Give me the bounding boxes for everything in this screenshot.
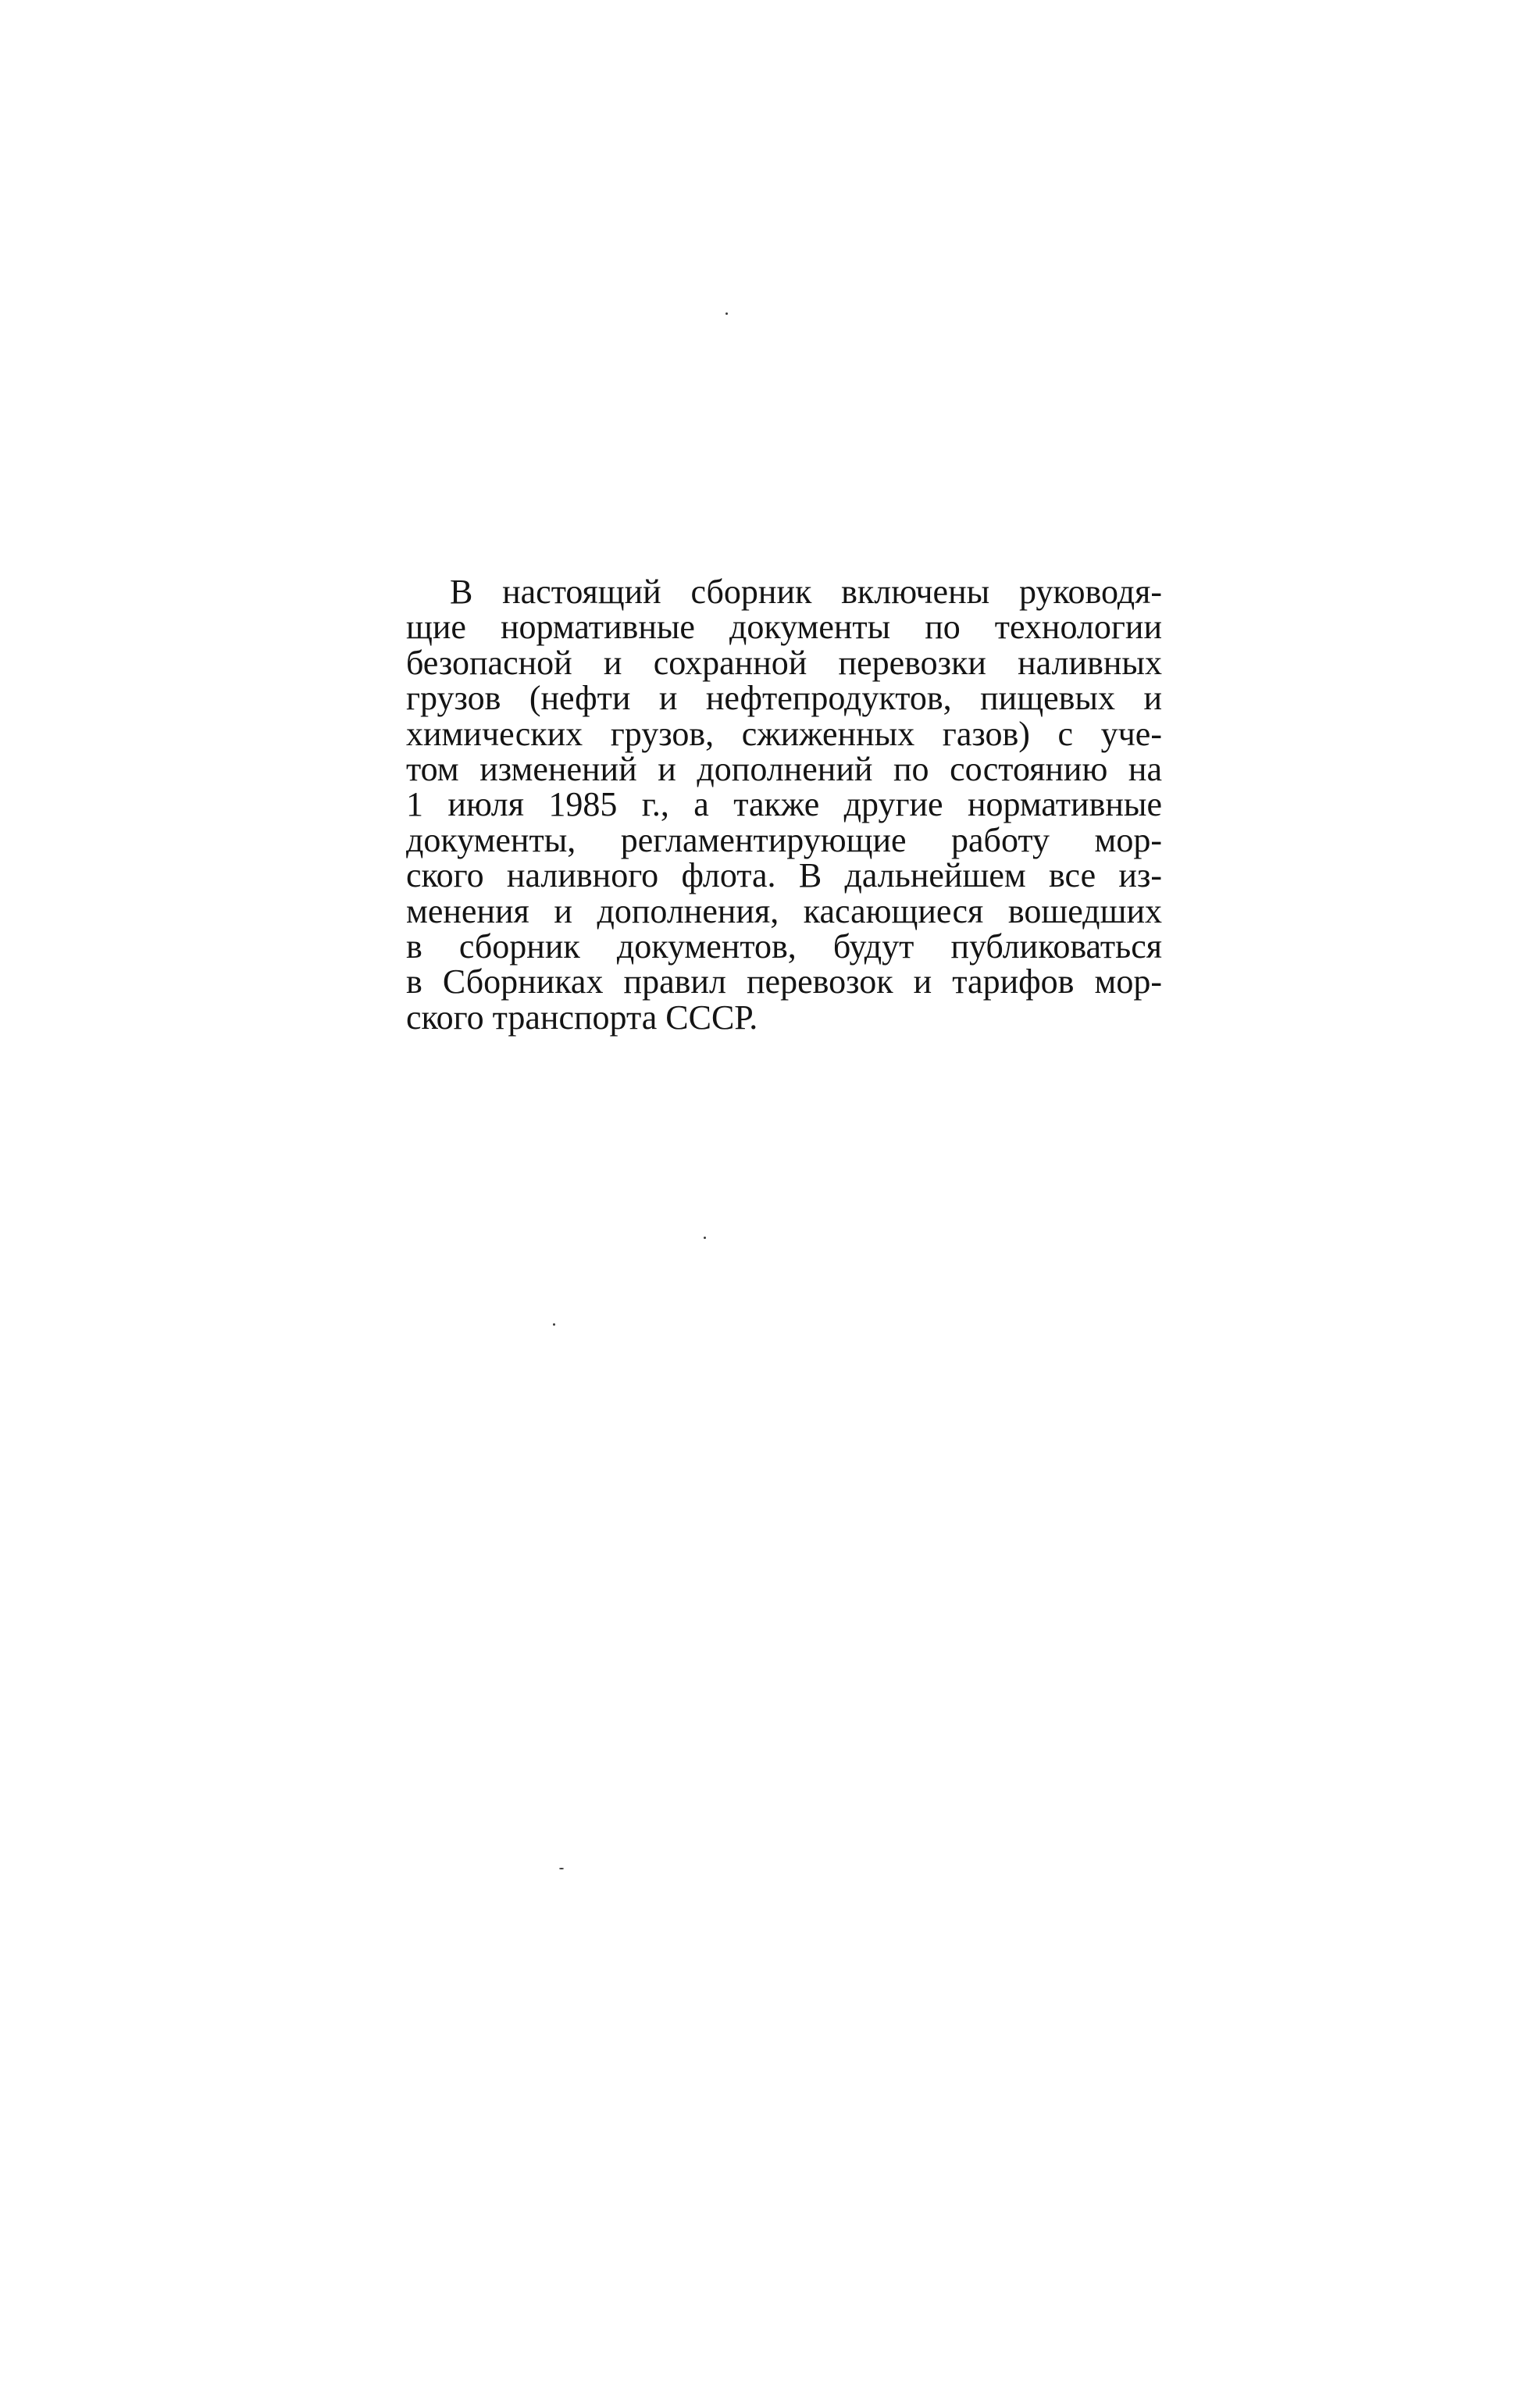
paragraph-line-12: в Сборниках правил перевозок и тарифов мор- xyxy=(406,962,1162,1001)
paragraph-line-1: В настоящий сборник включены руководя- xyxy=(450,573,1162,611)
paragraph-line-8: документы, регламентирующие работу мор- xyxy=(406,820,1162,859)
paragraph-line-9: ского наливного флота. В дальнейшем все из- xyxy=(406,856,1162,895)
paragraph-line-3: безопасной и сохранной перевозки наливных xyxy=(406,643,1162,682)
scan-speck xyxy=(559,1868,564,1869)
preface-paragraph xyxy=(406,574,1162,1035)
scan-speck xyxy=(704,1237,706,1239)
paragraph-line-5: химических грузов, сжиженных газов) с уче- xyxy=(406,714,1162,753)
paragraph-line-11: в сборник документов, будут публиковаться xyxy=(406,926,1162,966)
scan-speck xyxy=(725,312,728,315)
paragraph-line-10: менения и дополнения, касающиеся вошедших xyxy=(406,891,1162,930)
paragraph-line-13: ского транспорта СССР. xyxy=(406,998,758,1037)
paragraph-line-2: щие нормативные документы по технологии xyxy=(406,608,1162,647)
scan-speck xyxy=(553,1323,555,1326)
paragraph-line-7: 1 июля 1985 г., а также другие нормативные xyxy=(406,785,1162,824)
paragraph-line-6: том изменений и дополнений по состоянию на xyxy=(406,749,1162,788)
paragraph-line-4: грузов (нефти и нефтепродуктов, пищевых и xyxy=(406,679,1162,718)
